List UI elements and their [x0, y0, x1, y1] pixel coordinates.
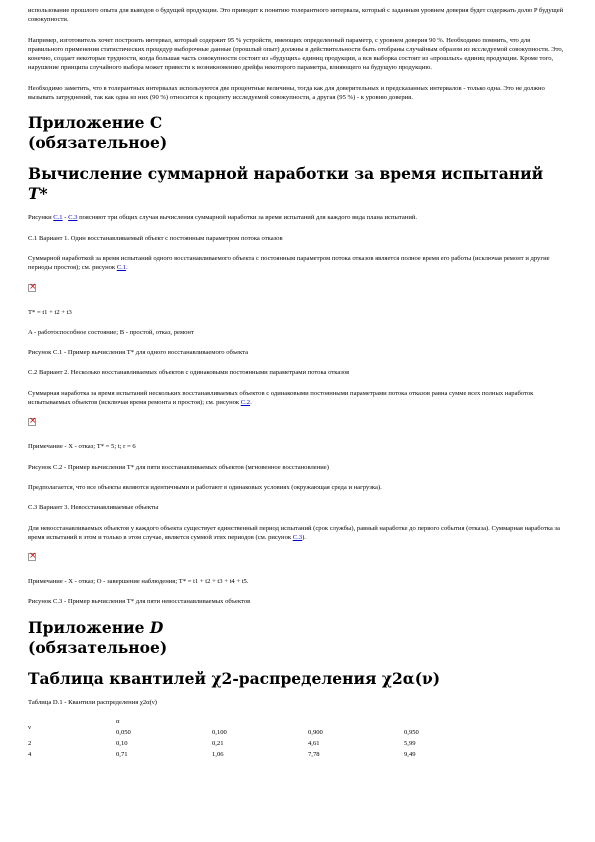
- alpha-header: α: [116, 718, 120, 726]
- appendix-d-title: Таблица квантилей χ2-распределения χ2α(ν): [28, 668, 441, 688]
- appendix-d-label: [28, 618, 567, 638]
- section-c1-body: [28, 254, 567, 273]
- formula-c1: T* = t1 + t2 + t3: [28, 308, 72, 316]
- table-alpha-row: [28, 729, 500, 740]
- figure-c1-legend: A - работоспособное состояние; B - простой, отказ, ремонт: [28, 328, 194, 336]
- s1-body-end: .: [126, 264, 128, 272]
- appendix-c-title: [28, 164, 567, 204]
- broken-image-icon: [28, 284, 36, 292]
- figure-c3-caption: Рисунок С.3 - Пример вычисления T* для пяти невосстанавливаемых объектов: [28, 598, 251, 606]
- broken-image-icon: [28, 418, 36, 426]
- figure-c2-note: Примечание - X - отказ; T* = 5; t; r = 6: [28, 443, 136, 451]
- s3-body-end: ).: [302, 533, 306, 541]
- section-c1-title: С.1 Вариант 1. Один восстанавливаемый объект с постоянным параметром потока отказов: [28, 234, 283, 242]
- intro-dash: -: [62, 214, 69, 222]
- intro-paragraph-1: использование прошлого опыта для выводов о будущей продукции. Это приводит к понятию толерантного интервала, который с заданным уровнем доверия будет содержать долю P будущей совокупности.: [28, 7, 564, 24]
- s1-body-text: Суммарной наработкой за время испытаний одного восстанавливаемого объекта с постоянным параметром потока отказов является полное время его работы (исключая ремонт и другие периоды простоя); см. рисунок: [28, 254, 550, 272]
- figure-c3-link[interactable]: С.3: [292, 533, 303, 541]
- table-cell: 1,06: [212, 751, 224, 759]
- table-d1-caption: Таблица D.1 - Квантили распределения χ2α(ν): [28, 698, 157, 706]
- alpha-value: 0,950: [404, 729, 419, 737]
- nu-value: 4: [28, 751, 32, 759]
- figure-c1-caption: Рисунок С.1 - Пример вычисления T* для одного восстанавливаемого объекта: [28, 349, 249, 357]
- appendix-c-title-text: Вычисление суммарной наработки за время испытаний: [28, 164, 544, 184]
- table-cell: 7,78: [308, 751, 320, 759]
- section-c2-assumption: Предполагается, что все объекты являются идентичными и работают в одинаковых условиях (окружающая среда и нагрузка).: [28, 483, 382, 491]
- nu-value: 2: [28, 740, 32, 748]
- appendix-c-label: Приложение С: [28, 113, 163, 133]
- section-c3-title: С.3 Вариант 3. Невосстанавливаемые объекты: [28, 504, 159, 512]
- figure-c1-link[interactable]: С.1: [116, 264, 127, 272]
- appendix-d-label-text: Приложение: [28, 617, 150, 637]
- appendix-d-status: (обязательное): [28, 637, 168, 657]
- intro-paragraph-3: Необходимо заметить, что в толерантных интервалах используются две процентные величины, тогда как для доверительных и предсказанных интервалов - только одна. Это не должно вызывать затруднений, так как одна из них (90 %) относится к проценту исследуемой совокупности, а другая (95 %) - к уровню доверия.: [28, 84, 545, 102]
- alpha-value: 0,900: [308, 729, 323, 737]
- figure-c3-link[interactable]: С.3: [68, 214, 78, 222]
- s2-body-text: Суммарная наработка за время испытаний нескольких восстанавливаемых объектов с одинаковыми постоянными параметрами потока отказов равна сумме всех полных наработок испытываемых объектов (исключая время ремонта и простоя); см. рисунок: [28, 389, 534, 407]
- table-cell: 0,21: [212, 740, 224, 748]
- figure-c2-link[interactable]: С.2: [240, 399, 251, 407]
- intro-pre-text: Рисунки: [28, 214, 54, 222]
- appendix-c-intro: [28, 213, 567, 222]
- appendix-d-heading: [28, 618, 567, 658]
- figure-c3-note: Примечание - X - отказ; О - завершение наблюдения; T* = t1 + t2 + t3 + t4 + t5.: [28, 578, 249, 586]
- table-cell: 0,10: [116, 740, 128, 748]
- appendix-c-title-var: T*: [28, 184, 48, 204]
- alpha-value: 0,100: [212, 729, 227, 737]
- section-c3-body: [28, 524, 567, 543]
- table-cell: 5,99: [404, 740, 416, 748]
- nu-header: ν: [28, 724, 31, 732]
- table-cell: 4,61: [308, 740, 320, 748]
- table-cell: 9,49: [404, 751, 416, 759]
- intro-post-text: поясняют три общих случая вычисления суммарной наработки за время испытаний для каждого вида плана испытаний.: [77, 214, 418, 222]
- appendix-c-status: (обязательное): [28, 133, 168, 153]
- section-c2-body: [28, 389, 567, 408]
- figure-c1-link[interactable]: С.1: [53, 214, 63, 222]
- figure-c2-caption: Рисунок С.2 - Пример вычисления T* для пяти восстанавливаемых объектов (мгновенное восстановление): [28, 463, 329, 471]
- appendix-d-label-var: D: [149, 617, 164, 637]
- broken-image-icon: [28, 553, 36, 561]
- alpha-value: 0,050: [116, 729, 131, 737]
- table-row: [28, 751, 500, 762]
- table-row: [28, 740, 500, 751]
- s2-body-end: .: [250, 399, 252, 407]
- appendix-c-heading: [28, 113, 567, 153]
- section-c2-title: С.2 Вариант 2. Несколько восстанавливаемых объектов с одинаковыми постоянными параметрами потока отказов: [28, 369, 350, 377]
- intro-paragraph-2: Например, изготовитель хочет построить интервал, который содержит 95 % устройств, имеющих определенный параметр, с уровнем доверия 90 %. Необходимо помнить, что для правильного применения статистических процедур выборочные данные (прошлый опыт) должны в действительности быть отобраны случайным образом из исследуемой совокупности. Это, конечно, создает некоторые трудности, когда большая часть совокупности состоит из «будущих» единиц продукции, а вся выборка состоит из «прошлых» единиц продукции. Кроме того, нарушение принципа случайного выбора может привести к возникновению дрейфа некоторого параметра, влияющего на будущую продукцию.: [28, 36, 564, 72]
- quantile-table: [28, 718, 500, 762]
- s3-body-text: Для невосстанавливаемых объектов у каждого объекта существует единственный период испытаний (срок службы), равный наработке до первого события (отказа). Суммарная наработка за время испытаний в этом и только в этом случае, является суммой этих периодов (см. рисунок: [28, 524, 560, 541]
- table-cell: 0,71: [116, 751, 128, 759]
